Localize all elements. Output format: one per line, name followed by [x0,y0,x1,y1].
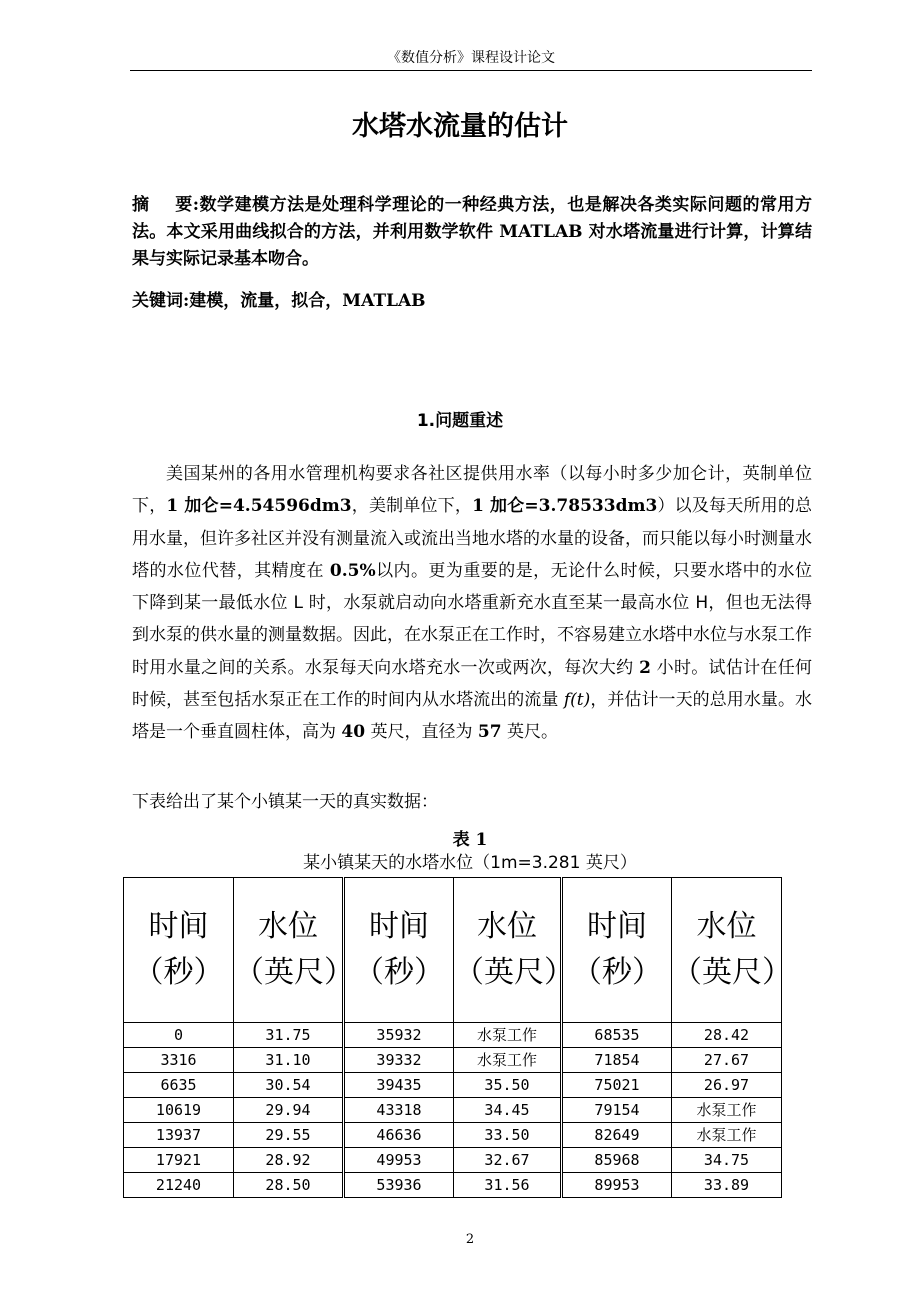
page-header: 《数值分析》课程设计论文 [130,48,812,71]
table-row [124,1023,782,1048]
problem-statement [132,458,812,749]
table-header-row [124,878,782,1023]
text-run: 小时。试估计在任何时候，甚至包括水泵正在工作的时间内从水塔流出的流量 [132,657,813,711]
table-cell: 35.50 [454,1073,562,1098]
text-run: 英尺，直径为 [365,722,478,743]
table-cell: 39435 [344,1073,454,1098]
text-run: 57 [477,722,502,743]
keywords [132,288,812,315]
table-cell: 35932 [344,1023,454,1048]
table-row [124,1148,782,1173]
table-cell: 32.67 [454,1148,562,1173]
table-cell: 水泵工作 [672,1098,782,1123]
text-run: 英尺。 [501,722,558,743]
formula-ft: f(t) [563,690,591,711]
table-cell: 10619 [124,1098,234,1123]
table-cell: 13937 [124,1123,234,1148]
text-run: 1 加仑=3.78533dm3 [472,496,658,517]
table-cell: 33.89 [672,1173,782,1198]
table-header-cell: 时间（秒） [562,878,672,1023]
table-body [124,1023,782,1198]
abstract [132,192,812,273]
text-run: ，并估计一天的总用水量。水塔是一个垂直圆柱体，高为 [132,690,812,743]
table-caption: 某小镇某天的水塔水位（1m=3.281 英尺） [303,853,637,873]
table-cell: 39332 [344,1048,454,1073]
table-cell: 0 [124,1023,234,1048]
table-cell: 17921 [124,1148,234,1173]
table-intro: 下表给出了某个小镇某一天的真实数据： [132,792,438,812]
table-cell: 水泵工作 [672,1123,782,1148]
table-cell: 27.67 [672,1048,782,1073]
table-row [124,1098,782,1123]
table-cell: 75021 [562,1073,672,1098]
paper-title: 水塔水流量的估计 [352,111,568,142]
text-run: 0.5% [329,560,376,581]
table-cell: 53936 [344,1173,454,1198]
table-cell: 34.45 [454,1098,562,1123]
table-cell: 33.50 [454,1123,562,1148]
table-cell: 28.50 [234,1173,344,1198]
table-row [124,1123,782,1148]
text-run: 以内。更为重要的是，无论什么时候，只要水塔中的水位下降到某一最低水位 L 时，水泵就启动向水塔重新充水直至某一最高水位 H，但也无法得到水泵的供水量的测量数据。因此，在水泵正在工作时，不容易建立水塔中水位与水泵工作时用水量之间的关系。水泵每天向水塔充水一次或两次，每次大约 [132,560,812,678]
table-cell: 30.54 [234,1073,344,1098]
table-cell: 29.94 [234,1098,344,1123]
table-row [124,1173,782,1198]
text-run: ）以及每天所用的总用水量，但许多社区并没有测量流入或流出当地水塔的水量的设备，而只能以每小时测量水塔的水位代替，其精度在 [132,496,813,581]
table-cell: 31.56 [454,1173,562,1198]
table-cell: 21240 [124,1173,234,1198]
table-header-cell: 时间（秒） [344,878,454,1023]
text-run: 美国某州的各用水管理机构要求各社区提供用水率（以每小时多少加仑计，英制单位下， [132,464,812,517]
table-cell: 34.75 [672,1148,782,1173]
table-cell: 85968 [562,1148,672,1173]
text-run: 1 加仑=4.54596dm3 [166,496,352,517]
table-row [124,1048,782,1073]
table-cell: 79154 [562,1098,672,1123]
table-cell: 68535 [562,1023,672,1048]
abstract-label: 摘 要: [132,195,200,215]
table-header-cell: 水位（英尺） [672,878,782,1023]
table-header-cell: 时间（秒） [124,878,234,1023]
table-cell: 28.92 [234,1148,344,1173]
table-header-cell: 水位（英尺） [234,878,344,1023]
table-cell: 水泵工作 [454,1023,562,1048]
table-cell: 31.10 [234,1048,344,1073]
table-cell: 6635 [124,1073,234,1098]
section-title: 1.问题重述 [416,411,504,431]
abstract-text: 数学建模方法是处理科学理论的一种经典方法，也是解决各类实际问题的常用方法。本文采用曲线拟合的方法，并利用数学软件 MATLAB 对水塔流量进行计算，计算结果与实际记录基本吻合。 [132,195,812,269]
table-cell: 3316 [124,1048,234,1073]
table-cell: 46636 [344,1123,454,1148]
table-cell: 31.75 [234,1023,344,1048]
table-cell: 71854 [562,1048,672,1073]
table-cell: 28.42 [672,1023,782,1048]
keywords-text: 建模，流量，拟合，MATLAB [189,291,426,311]
water-level-table [123,877,792,1198]
table-cell: 26.97 [672,1073,782,1098]
table-row [124,1073,782,1098]
table-cell: 89953 [562,1173,672,1198]
keywords-label: 关键词: [132,291,190,311]
table-cell: 82649 [562,1123,672,1148]
table-caption-number: 表 1 [452,830,488,850]
table-cell: 29.55 [234,1123,344,1148]
text-run: ，美制单位下， [351,496,473,517]
text-run: 2 [639,657,651,678]
table-cell: 水泵工作 [454,1048,562,1073]
table-header-cell: 水位（英尺） [454,878,562,1023]
text-run: 40 [341,722,366,743]
table-cell: 43318 [344,1098,454,1123]
page-number: 2 [465,1232,475,1247]
table-cell: 49953 [344,1148,454,1173]
